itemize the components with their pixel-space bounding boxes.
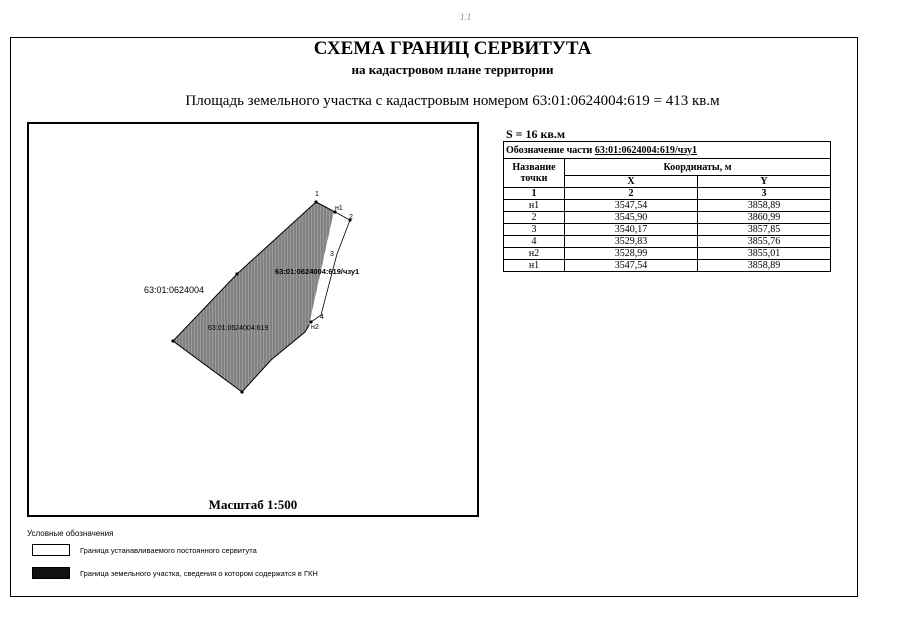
x-cell: 3547,54: [565, 260, 698, 272]
legend-text-parcel: Граница земельного участка, сведения о котором содержатся в ГКН: [80, 569, 318, 578]
y-cell: 3858,89: [697, 200, 830, 212]
point-label-n1: н1: [335, 205, 343, 212]
table-row: [504, 212, 831, 224]
part-designation: [504, 142, 831, 159]
point-label-2: 2: [349, 214, 353, 221]
parcel-area-line: Площадь земельного участка с кадастровым номером 63:01:0624004:619 = 413 кв.м: [185, 93, 720, 109]
point-label-4: 4: [320, 314, 324, 321]
x-cell: 3529,83: [565, 236, 698, 248]
point-name-cell: 3: [504, 224, 565, 236]
y-cell: 3860,99: [697, 212, 830, 224]
x-cell: 3528,99: [565, 248, 698, 260]
x-cell: 3540,17: [565, 224, 698, 236]
point-name-cell: н1: [504, 200, 565, 212]
x-cell: 3547,54: [565, 200, 698, 212]
table-row: [504, 248, 831, 260]
y-cell: 3855,01: [697, 248, 830, 260]
vertex-marker: [240, 390, 243, 393]
col-number: 1: [504, 188, 565, 200]
table-row: [504, 260, 831, 272]
vertex-marker: [314, 200, 317, 203]
servitude-area: S = 16 кв.м: [506, 127, 566, 141]
legend-text-servitude: Граница устанавливаемого постоянного сервитута: [80, 546, 257, 555]
coordinates-table: [503, 141, 831, 272]
point-name-cell: 4: [504, 236, 565, 248]
point-label-3: 3: [330, 251, 334, 258]
y-cell: 3855,76: [697, 236, 830, 248]
col-header-y: Y: [697, 176, 830, 188]
cadastral-map: [27, 122, 479, 517]
col-header-point-name: Название точки: [504, 159, 565, 188]
table-row: [504, 224, 831, 236]
col-header-coordinates: Координаты, м: [565, 159, 831, 176]
y-cell: 3858,89: [697, 260, 830, 272]
point-name-cell: 2: [504, 212, 565, 224]
part-code: 63:01:0624004:619/чзу1: [594, 144, 698, 156]
table-row: [504, 200, 831, 212]
vertex-marker: [235, 272, 238, 275]
col-number: 3: [697, 188, 830, 200]
part-prefix: Обозначение части: [506, 144, 593, 156]
document-subtitle: на кадастровом плане территории: [351, 62, 554, 77]
point-label-1: 1: [315, 191, 319, 198]
map-scale: Масштаб 1:500: [208, 497, 298, 512]
page-mark: 1.1: [460, 12, 472, 22]
vertex-marker: [171, 339, 174, 342]
legend-swatch-servitude: [32, 544, 70, 556]
document-title: СХЕМА ГРАНИЦ СЕРВИТУТА: [313, 38, 592, 59]
point-label-n2: н2: [311, 324, 319, 331]
parcel-polygon: [173, 202, 335, 392]
col-number: 2: [565, 188, 698, 200]
y-cell: 3857,85: [697, 224, 830, 236]
parcel-label: 63:01:0624004:619: [208, 325, 269, 332]
legend-swatch-parcel: [32, 567, 70, 579]
legend-title: Условные обозначения: [27, 529, 114, 538]
quarter-label: 63:01:0624004: [144, 285, 205, 295]
point-name-cell: н2: [504, 248, 565, 260]
part-label: 63:01:0624004:619/чзу1: [275, 267, 360, 276]
col-header-x: X: [565, 176, 698, 188]
x-cell: 3545,90: [565, 212, 698, 224]
point-name-cell: н1: [504, 260, 565, 272]
table-row: [504, 236, 831, 248]
